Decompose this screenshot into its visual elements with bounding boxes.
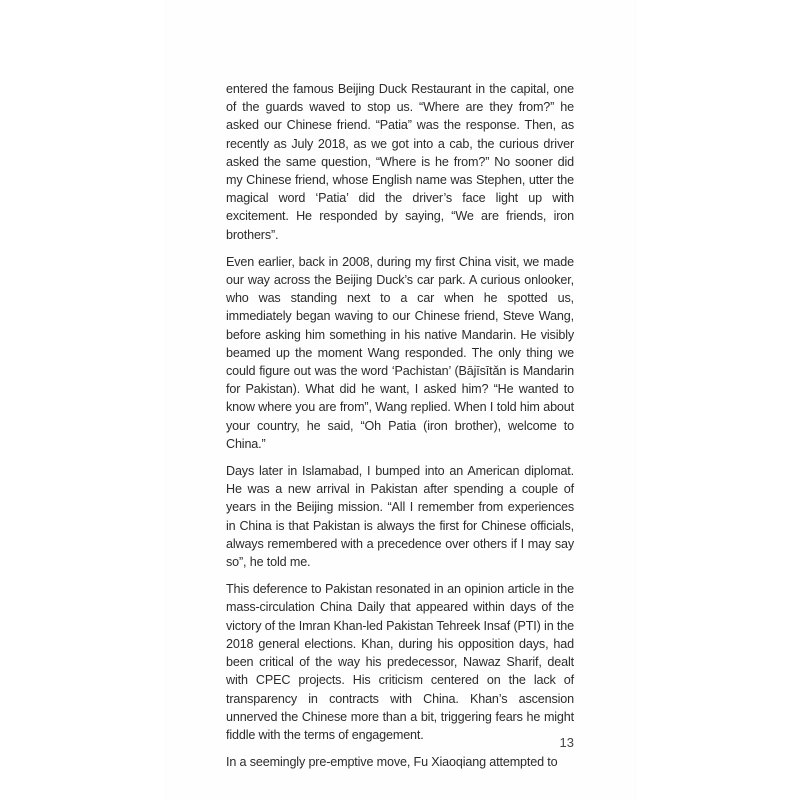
page-number: 13 (559, 735, 574, 750)
paragraph-4: This deference to Pakistan resonated in an opinion article in the mass-circulation China Daily that appeared within days of the victory of the Imran Khan-led Pakistan Tehreek Insaf (PTI) in the 2018 general elections. Khan, during his opposition days, had been critical of the way his predecessor, Nawaz Sharif, dealt with CPEC projects. His criticism centered on the lack of transparency in contracts with China. Khan’s ascension unnerved the Chinese more than a bit, triggering fears he might fiddle with the terms of engagement. (226, 582, 574, 742)
paragraph-1: entered the famous Beijing Duck Restaurant in the capital, one of the guards waved to stop us. “Where are they from?” he asked our Chinese friend. “Patia” was the response. Then, as recently as July 2018, as we got into a cab, the curious driver asked the same question, “Where is he from?” No sooner did my Chinese friend, whose English name was Stephen, utter the magical word ‘Patia’ did the driver’s face light up with excitement. He responded by saying, “We are friends, iron brothers”. (226, 82, 574, 242)
paragraph-5: In a seemingly pre-emptive move, Fu Xiaoqiang attempted to (226, 755, 558, 770)
paragraph-3: Days later in Islamabad, I bumped into an American diplomat. He was a new arrival in Pakistan after spending a couple of years in the Beijing mission. “All I remember from experiences in China is that Pakistan is always the first for Chinese officials, always remembered with a precedence over others if I may say so”, he told me. (226, 464, 574, 570)
paragraph-2: Even earlier, back in 2008, during my first China visit, we made our way across the Beijing Duck’s car park. A curious onlooker, who was standing next to a car when he spotted us, immediately began waving to our Chinese friend, Steve Wang, before asking him something in his native Mandarin. He visibly beamed up the moment Wang responded. The only thing we could figure out was the word ‘Pachistan’ (Bājīsītǎn is Mandarin for Pakistan). What did he want, I asked him? “He wanted to know where you are from”, Wang replied. When I told him about your country, he said, “Oh Patia (iron brother), welcome to China.” (226, 254, 574, 451)
page-body-text (226, 80, 574, 780)
